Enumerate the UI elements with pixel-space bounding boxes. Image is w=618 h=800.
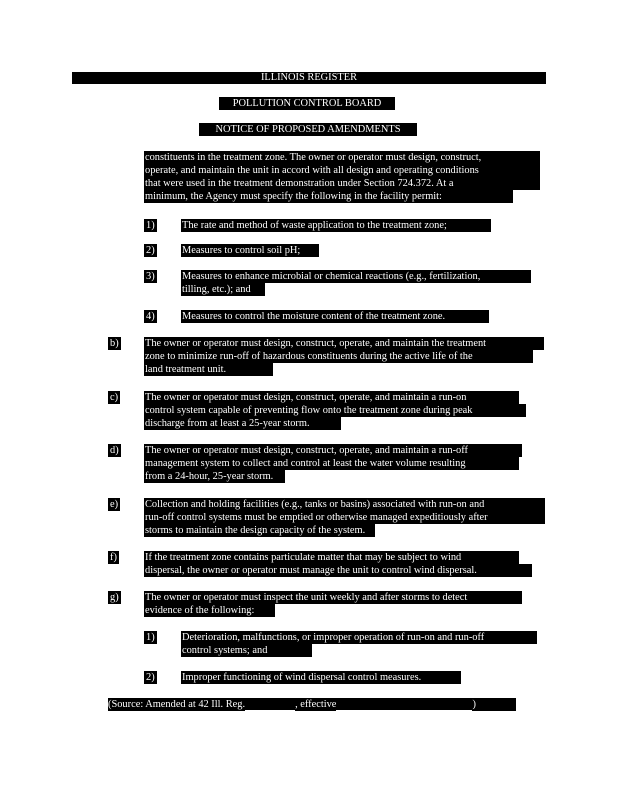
section-line: from a 24-hour, 25-year storm. [144, 470, 285, 483]
g-item [181, 631, 537, 657]
item-line: The rate and method of waste application to the treatment zone; [181, 219, 491, 232]
item-line: tilling, etc.); and [181, 283, 265, 296]
section-marker: f) [110, 552, 117, 563]
section-b [144, 337, 544, 376]
item-line: Measures to enhance microbial or chemical reactions (e.g., fertilization, [181, 270, 531, 283]
section-line: land treatment unit. [144, 363, 273, 376]
section-line: If the treatment zone contains particulate matter that may be subject to wind [144, 551, 519, 564]
intro-line: that were used in the treatment demonstration under Section 724.372. At a [144, 177, 540, 190]
section-line: control system capable of preventing flow onto the treatment zone during peak [144, 404, 526, 417]
item-marker: 1) [146, 220, 155, 231]
item-marker: 4) [146, 311, 155, 322]
section-line: zone to minimize run-off of hazardous constituents during the active life of the [144, 350, 533, 363]
section-d [144, 444, 522, 483]
section-line: evidence of the following: [144, 604, 275, 617]
section-g [144, 591, 522, 617]
intro-item [181, 244, 319, 257]
intro-paragraph [144, 151, 540, 203]
source-middle: , effective [295, 699, 337, 710]
intro-item [181, 219, 491, 232]
item-line: control systems; and [181, 644, 312, 657]
section-marker: g) [110, 592, 119, 603]
section-line: Collection and holding facilities (e.g., tanks or basins) associated with run-on and [144, 498, 545, 511]
board-title-text: POLLUTION CONTROL BOARD [232, 98, 382, 109]
register-title-bar [72, 72, 546, 84]
item-line: Improper functioning of wind dispersal control measures. [181, 671, 461, 684]
section-line: The owner or operator must design, construct, operate, and maintain a run-off [144, 444, 522, 457]
section-line: storms to maintain the design capacity of the system. [144, 524, 375, 537]
board-title [219, 97, 395, 110]
g-item [181, 671, 461, 684]
section-line: The owner or operator must inspect the unit weekly and after storms to detect [144, 591, 522, 604]
section-marker: c) [110, 392, 119, 403]
section-marker: e) [110, 499, 119, 510]
intro-line: operate, and maintain the unit in accord with all design and operating conditions [144, 164, 540, 177]
source-blank-1 [245, 698, 295, 711]
item-marker: 1) [146, 632, 155, 643]
intro-item [181, 310, 489, 323]
section-line: The owner or operator must design, construct, operate, and maintain a run-on [144, 391, 519, 404]
section-line: dispersal, the owner or operator must manage the unit to control wind dispersal. [144, 564, 532, 577]
section-e [144, 498, 545, 537]
notice-title [199, 123, 417, 136]
notice-title-text: NOTICE OF PROPOSED AMENDMENTS [215, 124, 401, 135]
item-marker: 2) [146, 245, 155, 256]
register-title: ILLINOIS REGISTER [260, 72, 358, 83]
intro-item [181, 270, 531, 296]
source-line [108, 698, 516, 711]
item-marker: 2) [146, 672, 155, 683]
intro-line: minimum, the Agency must specify the following in the facility permit: [144, 190, 513, 203]
source-suffix: ) [472, 699, 476, 710]
section-marker: d) [110, 445, 119, 456]
section-c [144, 391, 526, 430]
item-marker: 3) [146, 271, 155, 282]
section-marker: b) [110, 338, 119, 349]
intro-line: constituents in the treatment zone. The owner or operator must design, construct, [144, 151, 540, 164]
section-f [144, 551, 532, 577]
section-line: run-off control systems must be emptied or otherwise managed expeditiously after [144, 511, 545, 524]
item-line: Measures to control the moisture content of the treatment zone. [181, 310, 489, 323]
section-line: The owner or operator must design, construct, operate, and maintain the treatment [144, 337, 544, 350]
section-line: discharge from at least a 25-year storm. [144, 417, 341, 430]
item-line: Deterioration, malfunctions, or improper operation of run-on and run-off [181, 631, 537, 644]
source-prefix: (Source: Amended at 42 Ill. Reg. [108, 699, 246, 710]
source-blank-2 [336, 698, 472, 711]
section-line: management system to collect and control at least the water volume resulting [144, 457, 519, 470]
item-line: Measures to control soil pH; [181, 244, 319, 257]
